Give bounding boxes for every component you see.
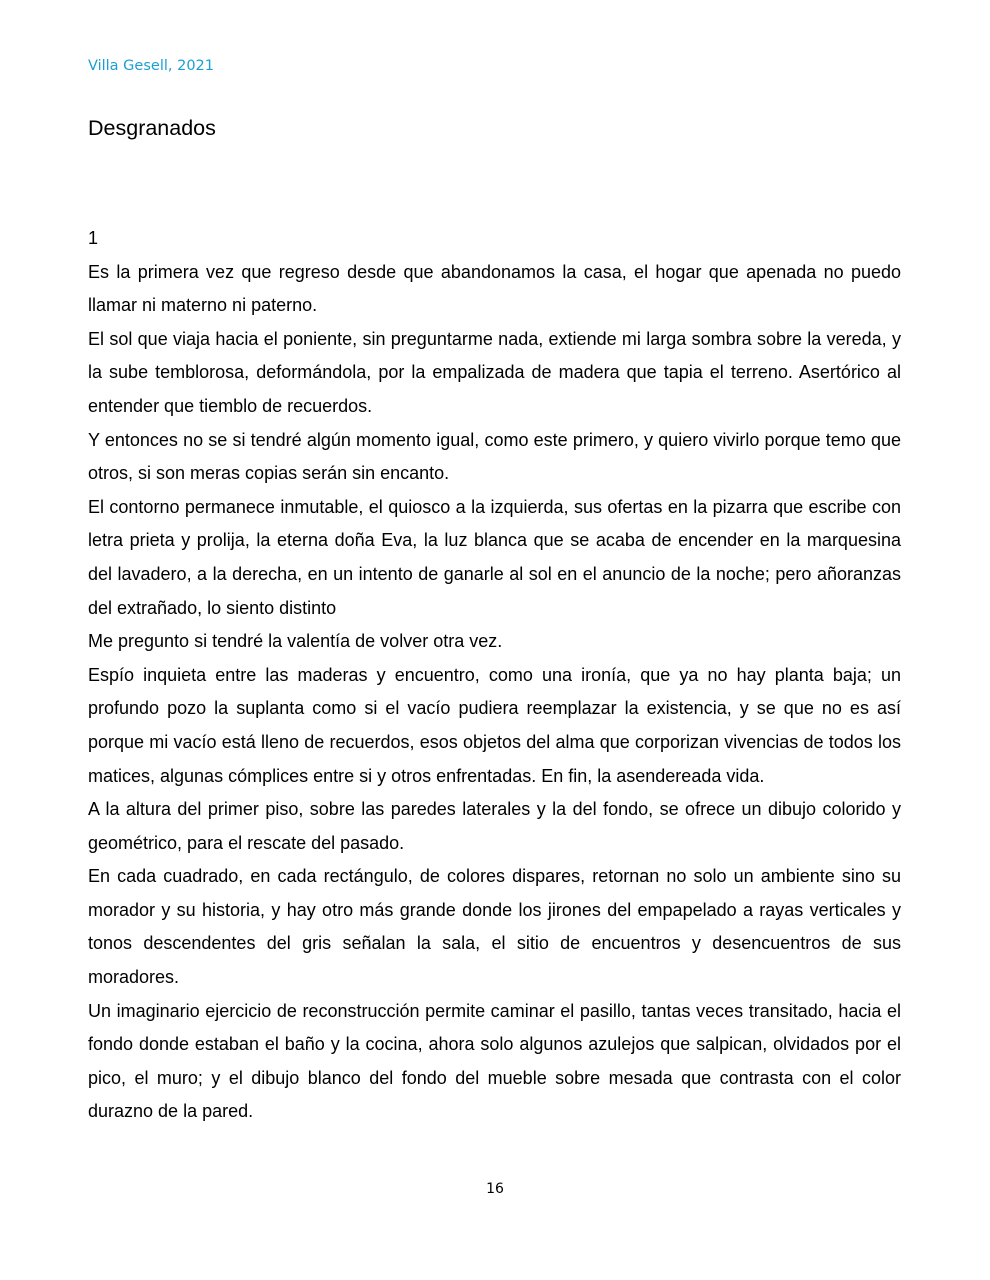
paragraph: El sol que viaja hacia el poniente, sin preguntarme nada, extiende mi larga sombra sobre la vereda, y la sube temblorosa, deformándola, por la empalizada de madera que tapia el terreno. Asertórico al entender que tiemblo de recuerdos. [88,328,901,416]
paragraph: Me pregunto si tendré la valentía de volver otra vez. [88,631,503,652]
paragraph: Y entonces no se si tendré algún momento igual, como este primero, y quiero vivirlo porque temo que otros, si son meras copias serán sin encanto. [88,429,901,484]
body-text [88,222,901,1129]
chapter-title: Desgranados [88,116,216,140]
paragraph: Espío inquieta entre las maderas y encuentro, como una ironía, que ya no hay planta baja; un profundo pozo la suplanta como si el vacío pudiera reemplazar la existencia, y se que no es así porque mi vacío está lleno de recuerdos, esos objetos del alma que corporizan vivencias de todos los matices, algunas cómplices entre si y otros enfrentadas. En fin, la asendereada vida. [88,664,901,786]
running-header: Villa Gesell, 2021 [88,58,214,74]
paragraph: A la altura del primer piso, sobre las paredes laterales y la del fondo, se ofrece un dibujo colorido y geométrico, para el rescate del pasado. [88,799,901,853]
paragraph: En cada cuadrado, en cada rectángulo, de colores dispares, retornan no solo un ambiente sino su morador y su historia, y hay otro más grande donde los jirones del empapelado a rayas verticales y tonos descendentes del gris señalan la sala, el sitio de encuentros y desencuentros de sus moradores. [88,866,901,988]
section-number: 1 [88,228,99,248]
paragraph: El contorno permanece inmutable, el quiosco a la izquierda, sus ofertas en la pizarra que escribe con letra prieta y prolija, la eterna doña Eva, la luz blanca que se acaba de encender en la marquesina del lavadero, a la derecha, en un intento de ganarle al sol en el anuncio de la noche; pero añoranzas del extrañado, lo siento distinto [88,496,901,618]
page-number: 16 [486,1181,504,1197]
paragraph: Un imaginario ejercicio de reconstrucción permite caminar el pasillo, tantas veces transitado, hacia el fondo donde estaban el baño y la cocina, ahora solo algunos azulejos que salpican, olvidados por el pico, el muro; y el dibujo blanco del fondo del mueble sobre mesada que contrasta con el color durazno de la pared. [88,1000,901,1122]
paragraph: Es la primera vez que regreso desde que abandonamos la casa, el hogar que apenada no puedo llamar ni materno ni paterno. [88,261,901,316]
